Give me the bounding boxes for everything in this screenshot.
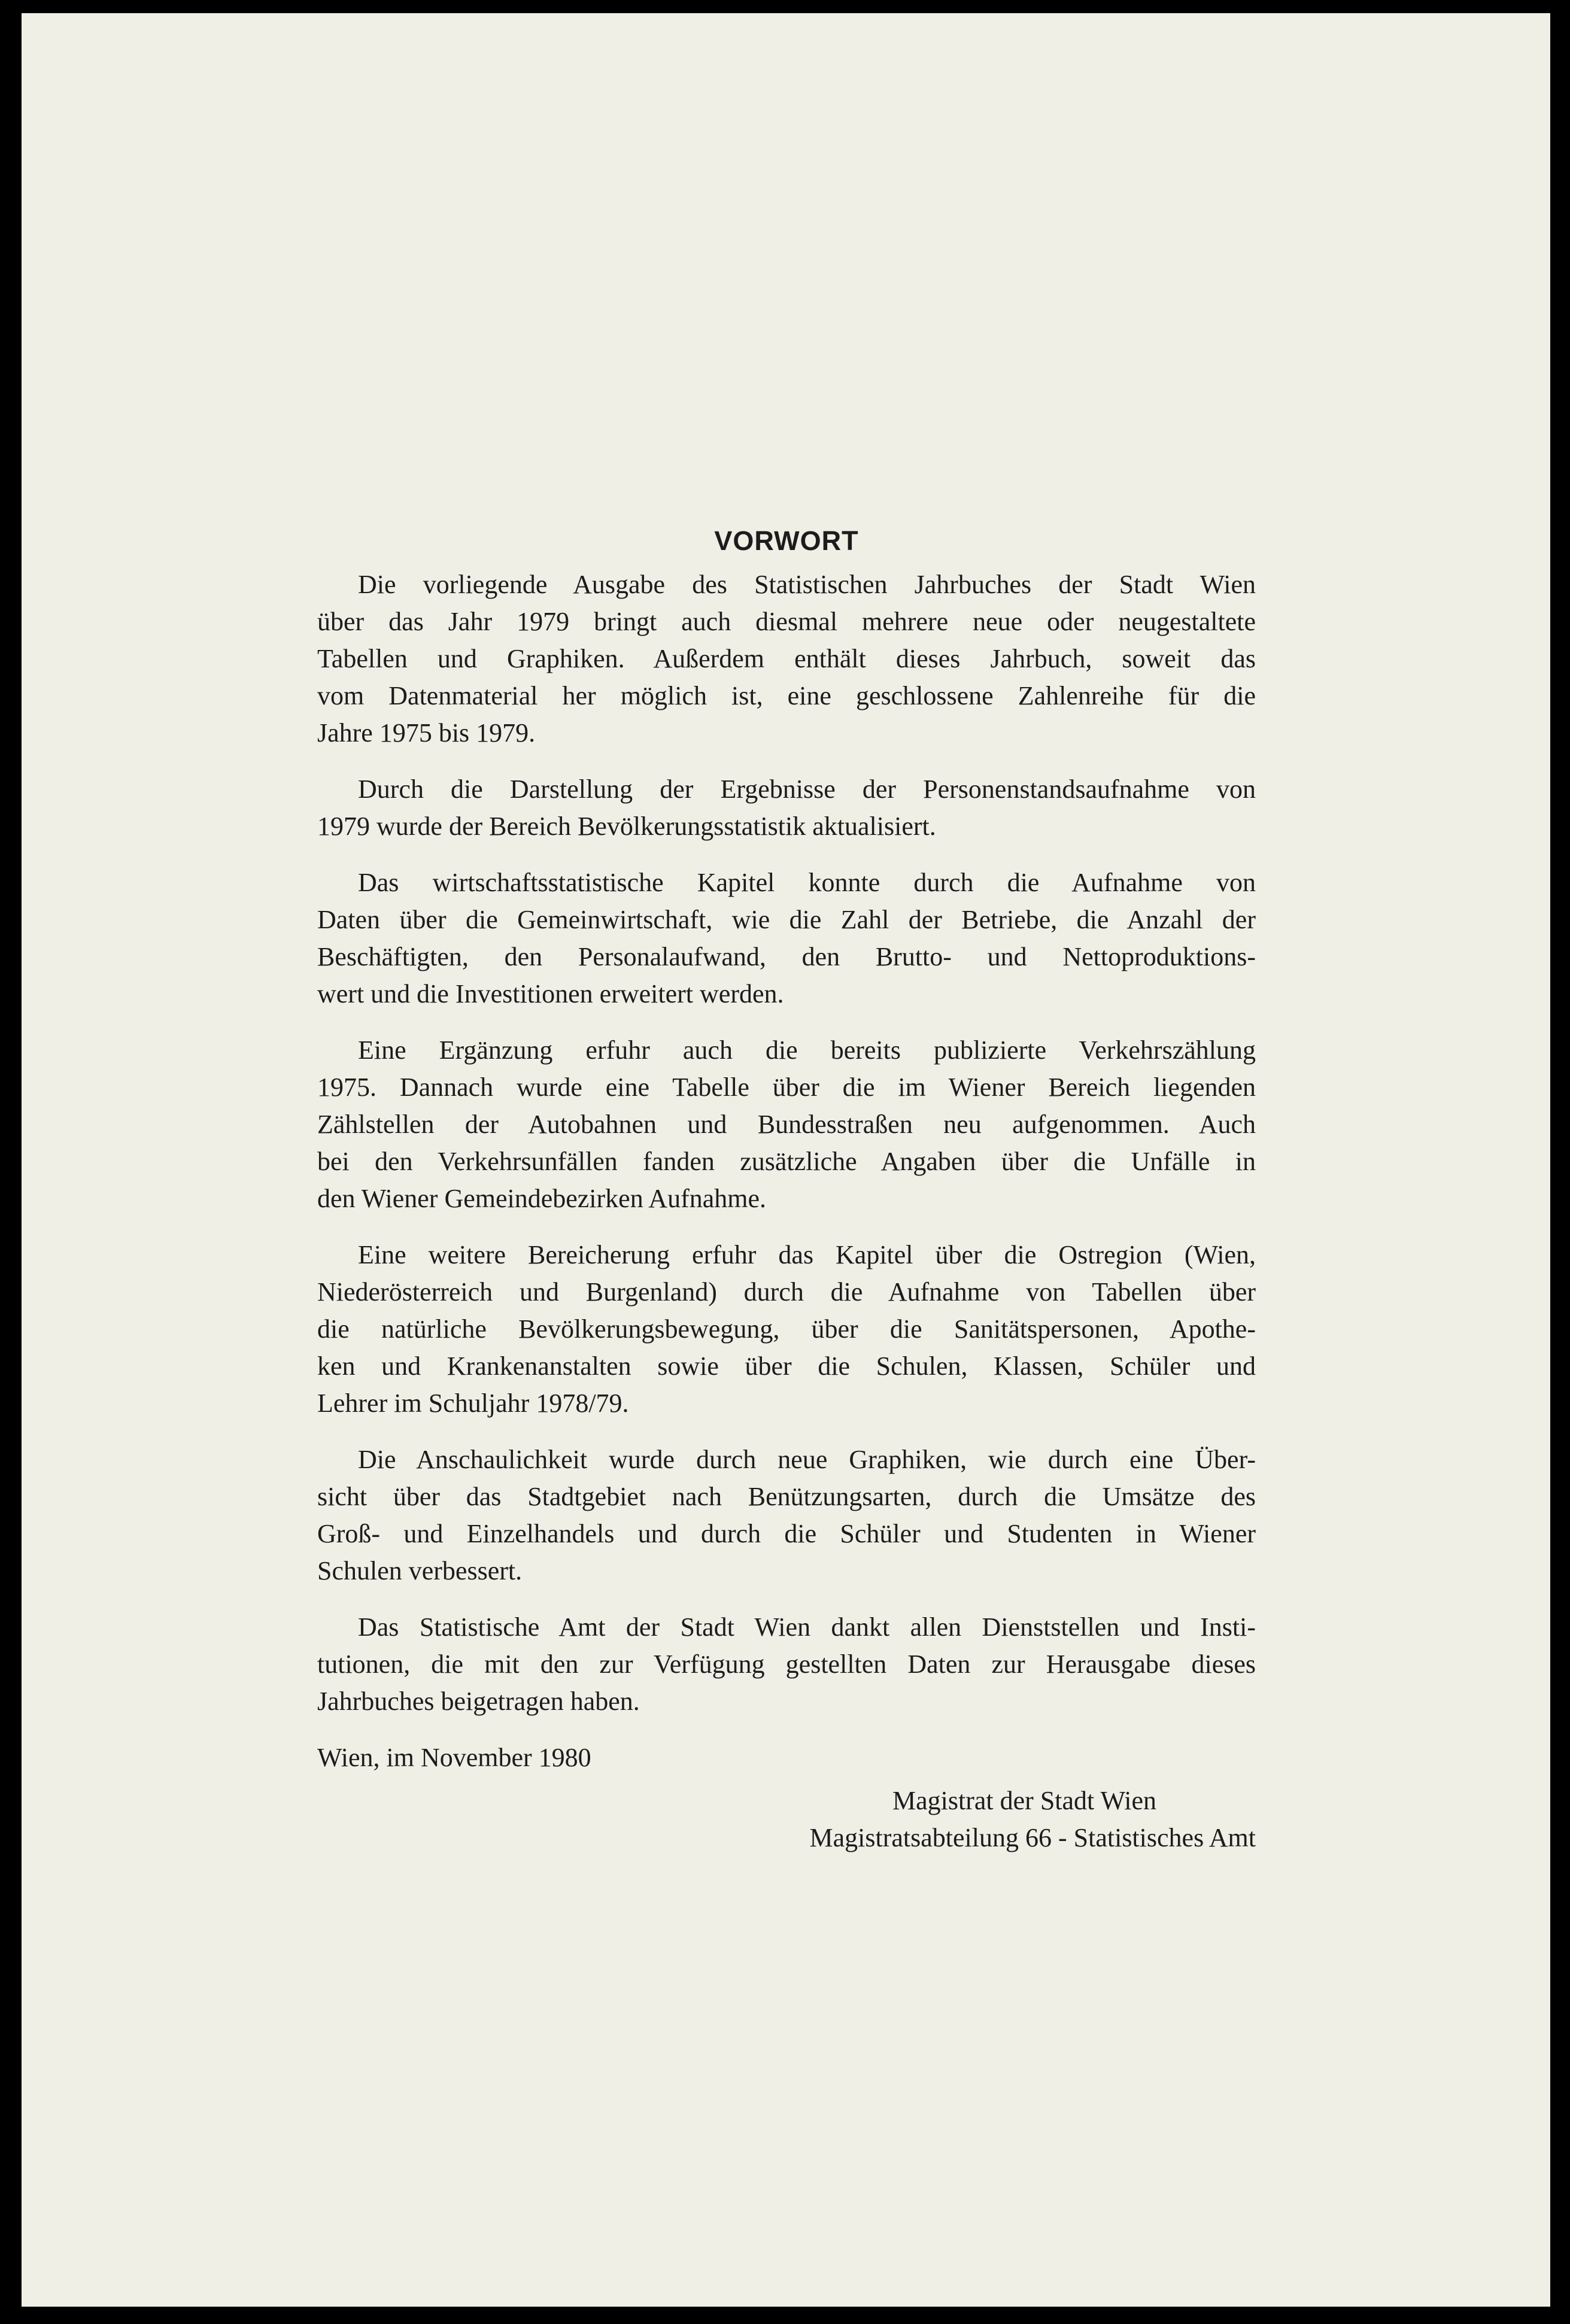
paragraph-1 (317, 566, 1256, 752)
text-line: Jahrbuches beigetragen haben. (317, 1687, 640, 1716)
scanned-page (22, 13, 1550, 2307)
paragraph-7 (317, 1609, 1256, 1720)
text-line: tutionen, die mit den zur Verfügung gestellten Daten zur Herausgabe dieses (317, 1649, 1256, 1679)
text-line: ken und Krankenanstalten sowie über die Schulen, Klassen, Schüler und (317, 1351, 1256, 1381)
text-line: Niederösterreich und Burgenland) durch die Aufnahme von Tabellen über (317, 1277, 1256, 1307)
text-line: Beschäftigten, den Personalaufwand, den Brutto- und Nettoproduktions- (317, 942, 1256, 971)
text-line: bei den Verkehrsunfällen fanden zusätzliche Angaben über die Unfälle in (317, 1147, 1256, 1176)
text-line: Tabellen und Graphiken. Außerdem enthält dieses Jahrbuch, soweit das (317, 644, 1256, 673)
text-line: Das Statistische Amt der Stadt Wien dankt allen Dienststellen und Insti- (358, 1612, 1256, 1642)
text-line: Daten über die Gemeinwirtschaft, wie die Zahl der Betriebe, die Anzahl der (317, 905, 1256, 934)
signature-line-1: Magistrat der Stadt Wien (892, 1786, 1156, 1815)
text-line: Durch die Darstellung der Ergebnisse der Personenstandsaufnahme von (358, 774, 1256, 804)
signature-line-2: Magistratsabteilung 66 - Statistisches Amt (809, 1823, 1256, 1852)
paragraph-2 (317, 771, 1256, 845)
text-line: die natürliche Bevölkerungsbewegung, über die Sanitätspersonen, Apothe- (317, 1314, 1256, 1344)
text-line: Zählstellen der Autobahnen und Bundesstraßen neu aufgenommen. Auch (317, 1110, 1256, 1139)
text-line: Jahre 1975 bis 1979. (317, 718, 536, 748)
signature-block (317, 1782, 1256, 1857)
paragraph-6 (317, 1441, 1256, 1590)
text-line: wert und die Investitionen erweitert werden. (317, 979, 784, 1008)
text-line: Eine weitere Bereicherung erfuhr das Kapitel über die Ostregion (Wien, (358, 1240, 1256, 1269)
text-line: vom Datenmaterial her möglich ist, eine geschlossene Zahlenreihe für die (317, 681, 1256, 710)
text-line: über das Jahr 1979 bringt auch diesmal mehrere neue oder neugestaltete (317, 607, 1256, 636)
text-line: sicht über das Stadtgebiet nach Benützungsarten, durch die Umsätze des (317, 1482, 1256, 1511)
text-line: Eine Ergänzung erfuhr auch die bereits publizierte Verkehrszählung (358, 1035, 1256, 1065)
paragraph-3 (317, 864, 1256, 1013)
text-line: Das wirtschaftsstatistische Kapitel konnte durch die Aufnahme von (358, 868, 1256, 897)
text-line: 1979 wurde der Bereich Bevölkerungsstatistik aktualisiert. (317, 812, 936, 841)
text-line: Groß- und Einzelhandels und durch die Schüler und Studenten in Wiener (317, 1519, 1256, 1548)
page-title: VORWORT (714, 525, 859, 556)
text-line: Lehrer im Schuljahr 1978/79. (317, 1389, 629, 1418)
text-line: Die vorliegende Ausgabe des Statistischen Jahrbuches der Stadt Wien (358, 570, 1256, 599)
paragraph-5 (317, 1237, 1256, 1422)
text-line: Schulen verbessert. (317, 1556, 523, 1585)
text-line: Die Anschaulichkeit wurde durch neue Graphiken, wie durch eine Über- (358, 1445, 1256, 1474)
text-line: 1975. Dannach wurde eine Tabelle über die im Wiener Bereich liegenden (317, 1073, 1256, 1102)
text-line: den Wiener Gemeindebezirken Aufnahme. (317, 1184, 766, 1213)
dateline: Wien, im November 1980 (317, 1743, 591, 1772)
foreword-text-block (317, 523, 1256, 1857)
paragraph-4 (317, 1032, 1256, 1217)
